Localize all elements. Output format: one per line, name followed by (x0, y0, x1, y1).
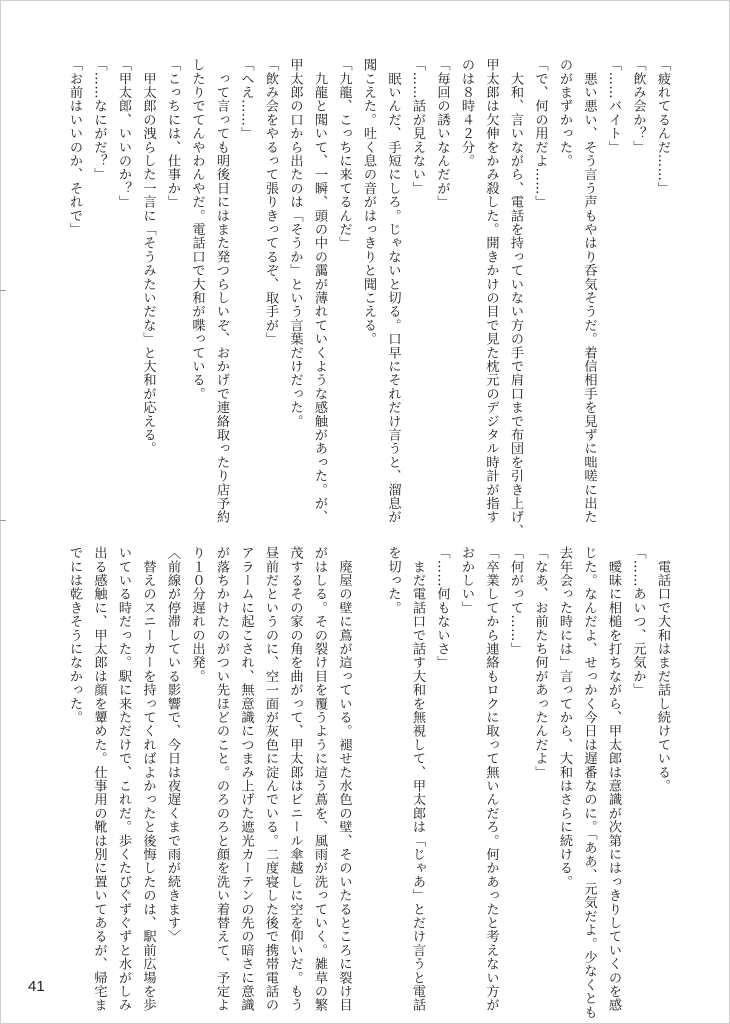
page-number: 41 (28, 978, 45, 995)
text-line: 甲太郎は欠伸をかみ殺した。開きかけの目で見た枕元のデジタル時計が指す (483, 58, 499, 524)
text-line: って言っても明後日にはまた発つらしいぞ、おかげで連絡取ったり店予約 (214, 58, 229, 524)
text-line: 「……なにがだ？」 (91, 58, 107, 182)
text-line: のがまずかった。 (557, 58, 572, 168)
text-line: アラームに起こされ、無意識につまみ上げた遮光カーテンの先の暗さに意識 (238, 546, 254, 1012)
text-line: 「飲み会か？」 (630, 58, 646, 154)
text-line: おかしい」 (459, 546, 474, 615)
text-line: り１０分遅れの出発。 (189, 546, 205, 683)
text-line: いている時だった。駅に来ただけで、これだ。歩くたびぐずぐずと水がしみ (116, 546, 131, 1012)
text-line: まだ電話口で話す大和を無視して、甲太郎は「じゃあ」とだけ言うと電話 (410, 546, 425, 1012)
text-line: したりでてんやわんやだ。電話口で大和が喋っている。 (189, 58, 205, 401)
text-line (356, 546, 381, 994)
text-line: 「飲み会をやるって張りきってるぞ、取手が」 (263, 58, 278, 346)
text-line: じた。なんだよ、せっかく今日は遅番なのに。「ああ、元気だよ。少なくとも (581, 546, 597, 1019)
text-line: 悪い悪い、そう言う声もやはり呑気そうだ。着信相手を見ずに咄嗟に出た (581, 58, 597, 524)
text-line: 甲太郎の洩らした一言に「そうみたいだな」と大和が応える。 (140, 58, 156, 456)
text-line: 九龍と聞いて、一瞬、頭の中の靄が薄れていくような感触があった。が、 (312, 58, 327, 524)
lower-text-block (62, 546, 675, 1019)
text-line: 「……バイト」 (606, 58, 621, 154)
crop-mark (0, 520, 6, 521)
text-line: 廃屋の壁に蔦が這っている。褪せた水色の壁、そのいたるところに裂け目 (336, 546, 352, 1012)
text-line: 茂するその家の角を曲がって、甲太郎はビニール傘越しに空を仰いだ。もう (287, 546, 303, 1012)
text-line: 電話口で大和はまだ話し続けている。 (655, 546, 670, 793)
text-line: が落ちかけたのがつい先ほどのこと。のろのろと顔を洗い着替えて、予定よ (214, 546, 229, 1012)
text-line: 去年会った時には」言ってから、大和はさらに続ける。 (557, 546, 572, 889)
text-line: 「毎回の誘いなんだが」 (434, 58, 450, 209)
text-line: 「こっちには、仕事か」 (165, 58, 180, 209)
text-line: 眠いんだ、手短にしろ。じゃないと切る。口早にそれだけ言うと、溜息が (385, 58, 401, 524)
upper-text-block (62, 58, 675, 538)
crop-mark (0, 290, 6, 291)
text-line: 「甲太郎、いいのか？」 (116, 58, 131, 209)
text-line: 大和、言いながら、電話を持っていない方の手で肩口まで布団を引き上げ、 (508, 58, 523, 538)
text-line: 「……何もないさ」 (434, 546, 450, 670)
text-line: 「……あいつ、元気か」 (630, 546, 646, 697)
text-line: でには乾きそうになかった。 (67, 546, 82, 725)
text-line: 「何がって……」 (508, 546, 523, 656)
text-line: 甲太郎の口から出たのは「そうか」という言葉だけだった。 (287, 58, 303, 428)
text-line: 「お前はいいのか、それで」 (67, 58, 82, 237)
text-line: がはしる。その裂け目を覆うように這う蔦を、風雨が洗っていく。雑草の繁 (312, 546, 327, 1012)
text-line: 「へえ……」 (238, 58, 254, 141)
text-line: 出る感触に、甲太郎は顔を顰めた。仕事用の靴は別に置いてあるが、帰宅ま (91, 546, 107, 1012)
text-line: 「なあ、お前たち何があったんだよ」 (532, 546, 548, 779)
text-line: のは８時４２分。 (459, 58, 474, 168)
text-line: 「疲れてるんだ……」 (655, 58, 670, 195)
text-line: 替えのスニーカーを持ってくればよかったと後悔したのは、駅前広場を歩 (140, 546, 156, 1012)
text-line: 「で、何の用だよ……」 (532, 58, 548, 209)
text-line: 「九龍、こっちに来てるんだ」 (336, 58, 352, 250)
text-line: 「卒業してから連絡もロクに取って無いんだろ。何かあったと考えない方が (483, 546, 499, 1012)
text-line: 昼前だというのに、空一面が灰色に淀んでいる。二度寝した後で携帯電話の (263, 546, 278, 1012)
text-line: 〈前線が停滞している影響で、今日は夜遅くまで雨が続きます〉 (165, 546, 180, 944)
text-line: 聞こえた。吐く息の音がはっきりと聞こえる。 (361, 58, 376, 346)
text-line: を切った。 (385, 546, 401, 615)
text-line: 「……話が見えない」 (410, 58, 425, 195)
text-line: 曖昧に相槌を打ちながら、甲太郎は意識が次第にはっきりしていくのを感 (606, 546, 621, 1012)
